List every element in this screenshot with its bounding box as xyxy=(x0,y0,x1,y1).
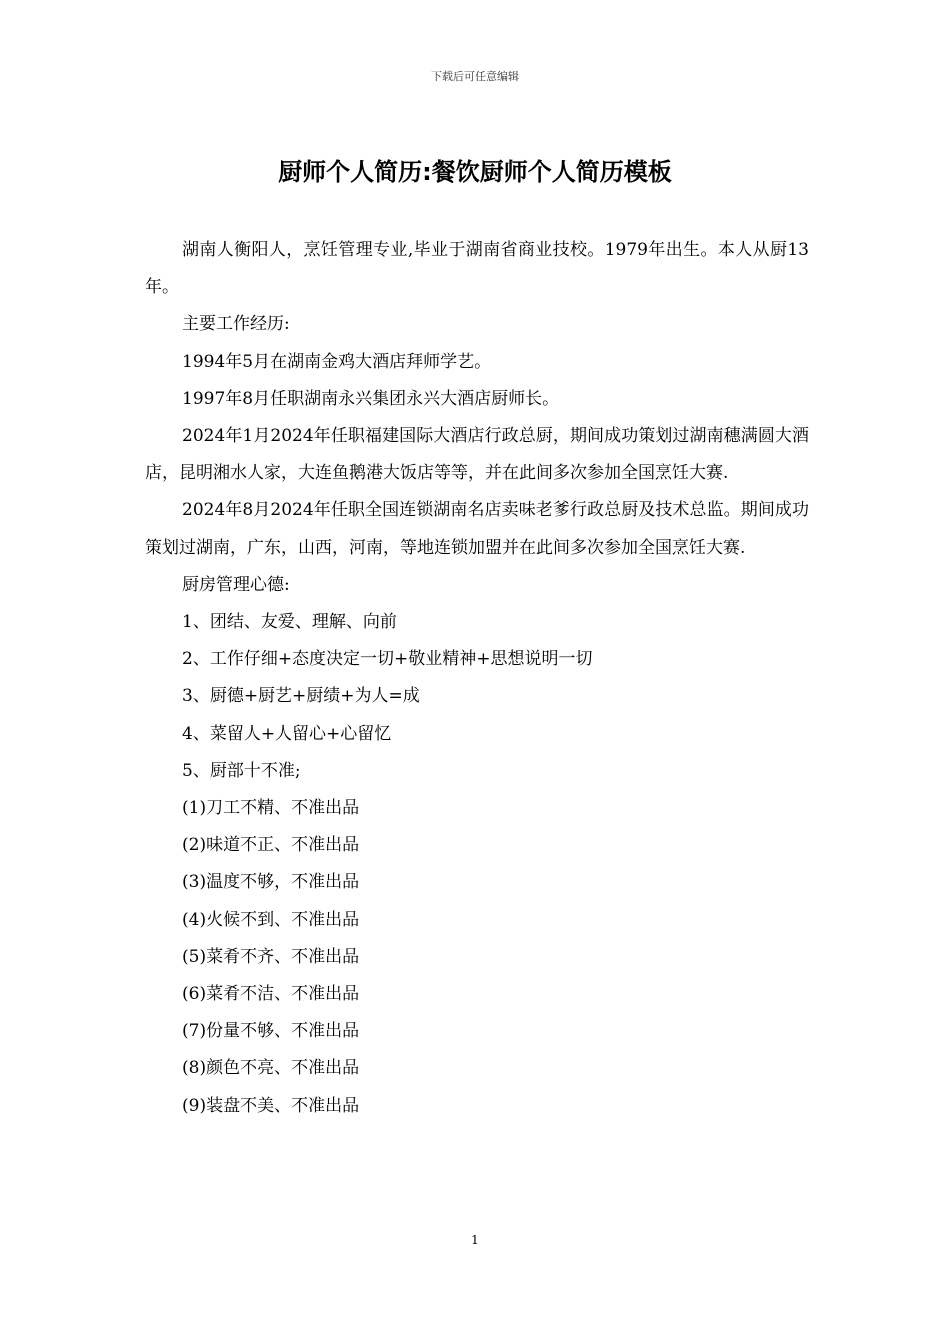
sub-list-item: (4)火候不到、不准出品 xyxy=(182,909,360,930)
document-title: 厨师个人简历:餐饮厨师个人简历模板 xyxy=(278,158,672,186)
paragraph-work-1997: 1997年8月任职湖南永兴集团永兴大酒店厨师长。 xyxy=(182,388,560,409)
paragraph-work-2024-aug: 2024年8月2024年任职全国连锁湖南名店卖味老爹行政总厨及技术总监。期间成功策划过湖南，广东，山西，河南，等地连锁加盟并在此间多次参加全国烹饪大赛. xyxy=(145,500,809,558)
sub-list-item: (6)菜肴不洁、不准出品 xyxy=(182,984,360,1005)
list-item: 5、厨部十不准; xyxy=(182,760,301,781)
list-item: 3、厨德+厨艺+厨绩+为人=成 xyxy=(182,686,420,707)
sub-list-item: (2)味道不正、不准出品 xyxy=(182,835,360,856)
list-item: 4、菜留人+人留心+心留忆 xyxy=(182,723,392,744)
paragraph-work-2024-jan: 2024年1月2024年任职福建国际大酒店行政总厨，期间成功策划过湖南穗满圆大酒店，昆明湘水人家，大连鱼鹅港大饭店等等，并在此间多次参加全国烹饪大赛. xyxy=(145,426,809,484)
paragraph-work-1994: 1994年5月在湖南金鸡大酒店拜师学艺。 xyxy=(182,351,492,372)
paragraph-work-heading: 主要工作经历: xyxy=(182,314,290,335)
list-item: 2、工作仔细+态度决定一切+敬业精神+思想说明一切 xyxy=(182,649,593,670)
sub-list-item: (1)刀工不精、不准出品 xyxy=(182,798,360,819)
sub-list-item: (9)装盘不美、不准出品 xyxy=(182,1095,360,1116)
page-header: 下载后可任意编辑 xyxy=(431,70,519,83)
sub-list-item: (5)菜肴不齐、不准出品 xyxy=(182,946,360,967)
page-number: 1 xyxy=(471,1233,479,1247)
paragraph-management-heading: 厨房管理心德: xyxy=(182,574,290,595)
document-body xyxy=(145,232,809,1125)
sub-list-item: (7)份量不够、不准出品 xyxy=(182,1021,360,1042)
paragraph-intro: 湖南人衡阳人，烹饪管理专业,毕业于湖南省商业技校。1979年出生。本人从厨13年。 xyxy=(145,240,809,298)
sub-list-item: (3)温度不够，不准出品 xyxy=(182,872,360,893)
list-item: 1、团结、友爱、理解、向前 xyxy=(182,612,397,633)
sub-list-item: (8)颜色不亮、不准出品 xyxy=(182,1058,360,1079)
